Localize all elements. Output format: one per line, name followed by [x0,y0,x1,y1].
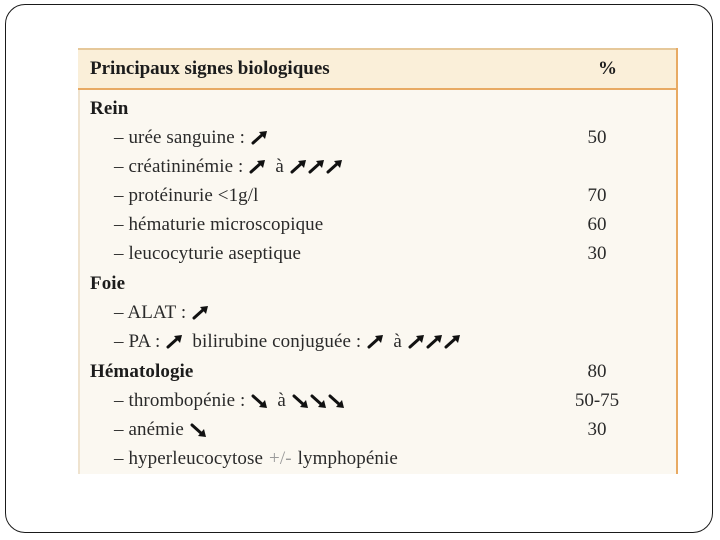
section-heading [90,269,125,298]
table-row [78,386,676,415]
percent-value [552,269,642,298]
range-word: à [277,390,286,411]
table-row [78,181,676,210]
section-row [78,269,676,298]
row-label [114,444,398,473]
table-row [78,444,676,473]
table-row [78,210,676,239]
arrow-up-right-icon [166,335,183,349]
arrow-up-right-icon [326,160,343,174]
arrow-up-right-icon [308,160,325,174]
arrow-down-right-icon [251,394,268,408]
percent-value [552,327,642,356]
section-heading [90,357,193,386]
row-label-suffix: lymphopénie [297,448,398,469]
increase-arrows [251,131,269,147]
arrow-up-right-icon [192,306,209,320]
percent-value [552,152,642,181]
decrease-arrows [251,394,269,410]
increase-arrows [166,335,184,351]
arrow-up-right-icon [249,160,266,174]
arrow-down-right-icon [190,423,207,437]
percent-value [552,444,642,473]
row-label [114,152,344,181]
row-label-text: – thrombopénie : [114,390,246,411]
percent-value: 80 [587,361,607,382]
row-label [114,181,259,210]
range-word: à [275,156,284,177]
row-label [114,298,210,327]
row-label-text: Rein [90,98,129,119]
header-divider [78,88,676,90]
row-label-text: – hématurie microscopique [114,214,324,235]
percent-value [552,94,642,123]
section-row [78,357,676,386]
row-label [114,123,269,152]
increase-arrows [367,335,385,351]
arrow-up-right-icon [251,131,268,145]
header-title: Principaux signes biologiques [90,58,330,79]
decrease-arrows [292,394,346,410]
arrow-down-right-icon [310,394,327,408]
arrow-down-right-icon [328,394,345,408]
increase-arrows [408,335,462,351]
row-label-text: Foie [90,273,126,294]
percent-value: 60 [587,214,607,235]
percent-value: 50 [587,127,607,148]
increase-arrows [249,160,267,176]
arrow-down-right-icon [292,394,309,408]
decrease-arrows [190,423,208,439]
percent-value: 30 [587,243,607,264]
row-label-text: – hyperleucocytose [114,448,263,469]
arrow-up-right-icon [290,160,307,174]
table-row [78,415,676,444]
row-label-text: Hématologie [90,361,194,382]
row-label [114,210,323,239]
row-label-text: – créatininémie : [114,156,244,177]
row-label-text: – leucocyturie aseptique [114,243,302,264]
percent-value: 30 [587,419,607,440]
table-right-rule [676,48,678,474]
arrow-up-right-icon [426,335,443,349]
table-row [78,298,676,327]
section-heading [90,94,128,123]
percent-value: 70 [587,185,607,206]
row-label [114,415,208,444]
row-label-text: – protéinurie <1g/l [114,185,259,206]
row-label-suffix: bilirubine conjuguée : [192,331,362,352]
row-label-text: – PA : [114,331,161,352]
table-row [78,152,676,181]
plus-minus-note: +/- [269,448,292,469]
row-label-text: – ALAT : [114,302,187,323]
range-word: à [393,331,402,352]
increase-arrows [192,306,210,322]
arrow-up-right-icon [367,335,384,349]
biology-signs-table [78,48,678,474]
table-row [78,327,676,356]
row-label-text: – urée sanguine : [114,127,245,148]
increase-arrows [290,160,344,176]
arrow-up-right-icon [444,335,461,349]
row-label [114,239,301,268]
section-row [78,94,676,123]
row-label [114,327,462,356]
row-label [114,386,346,415]
arrow-up-right-icon [408,335,425,349]
table-row [78,123,676,152]
percent-value: 50-75 [574,390,620,411]
table-header [78,48,676,88]
header-percent: % [598,58,617,79]
percent-value [552,298,642,327]
table-row [78,239,676,268]
row-label-text: – anémie [114,419,184,440]
